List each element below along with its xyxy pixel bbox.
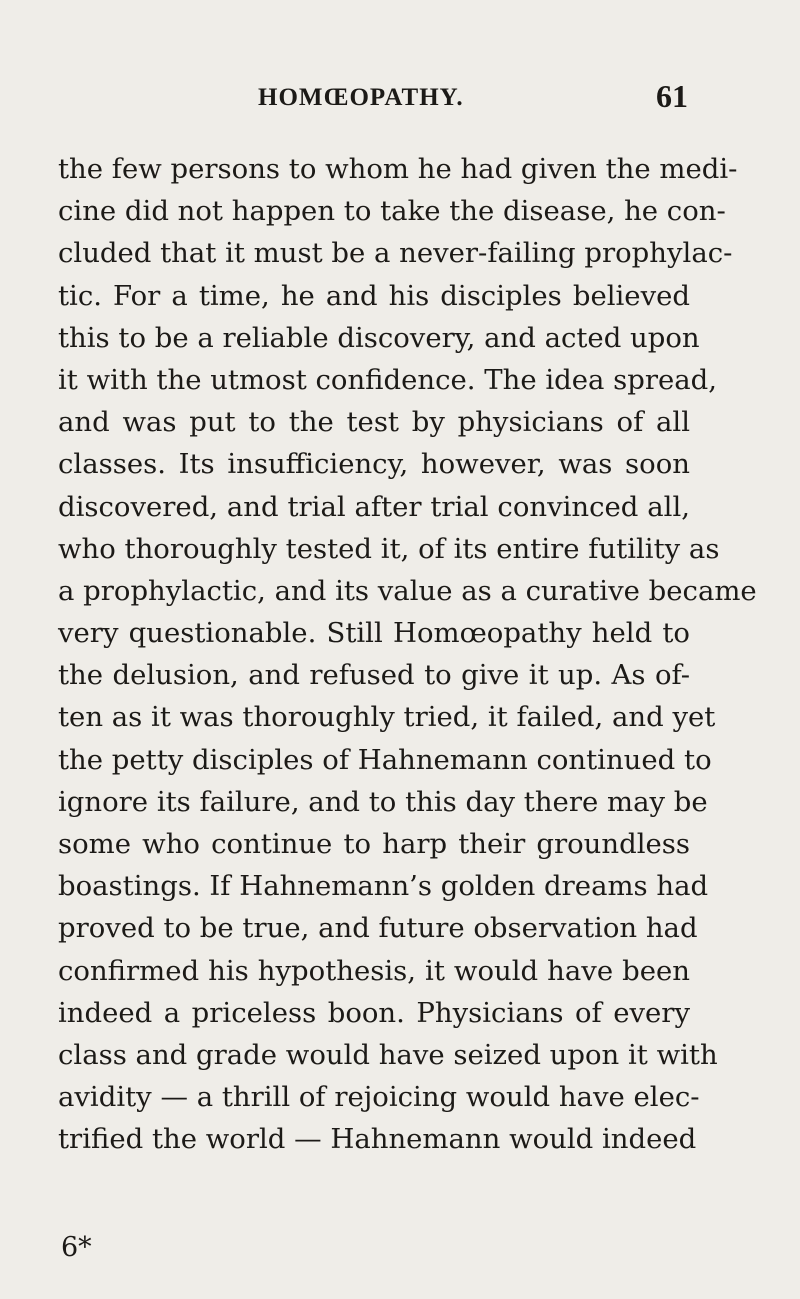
text-line: some who continue to harp their groundless <box>58 828 690 860</box>
text-line: the few persons to whom he had given the medi- <box>58 153 738 185</box>
text-line: proved to be true, and future observation had <box>58 912 698 945</box>
text-line: indeed a priceless boon. Physicians of every <box>58 996 690 1029</box>
page-number: 61 <box>656 78 688 114</box>
text-line: avidity — a thrill of rejoicing would have elec- <box>58 1081 700 1114</box>
text-line: confirmed his hypothesis, it would have been <box>58 954 690 987</box>
text-line: trified the world — Hahnemann would indeed <box>58 1123 697 1156</box>
text-line: very questionable. Still Homœopathy held to <box>58 617 690 650</box>
text-line: ignore its failure, and to this day there may be <box>58 785 708 818</box>
text-line: who thoroughly tested it, of its entire futility as <box>58 532 720 565</box>
running-title: HOMŒOPATHY. <box>258 84 464 111</box>
signature-mark: 6* <box>61 1232 92 1263</box>
text-line: and was put to the test by physicians of all <box>58 406 690 439</box>
text-line: tic. For a time, he and his disciples believed <box>58 279 690 312</box>
body-text <box>58 148 757 1161</box>
running-head <box>258 78 688 124</box>
text-line: ten as it was thoroughly tried, it failed, and yet <box>58 701 716 734</box>
text-line: classes. Its insufficiency, however, was soon <box>58 448 690 481</box>
text-line: cluded that it must be a never-failing prophylac- <box>58 237 733 270</box>
text-line: it with the utmost confidence. The idea spread, <box>58 363 718 396</box>
text-line: discovered, and trial after trial convinced all, <box>58 490 690 523</box>
text-line: a prophylactic, and its value as a curative became <box>58 574 757 607</box>
text-line: this to be a reliable discovery, and acted upon <box>58 321 700 354</box>
text-line: the delusion, and refused to give it up. As of- <box>58 659 690 692</box>
text-line: the petty disciples of Hahnemann continued to <box>58 743 712 776</box>
text-line: cine did not happen to take the disease, he con- <box>58 195 726 228</box>
text-line: boastings. If Hahnemann’s golden dreams had <box>58 870 709 903</box>
text-line: class and grade would have seized upon it with <box>58 1038 718 1071</box>
